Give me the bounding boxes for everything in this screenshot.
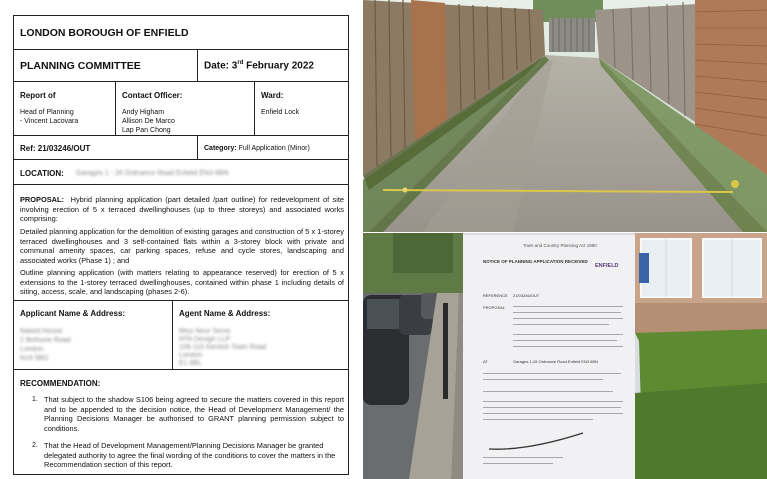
notice-text-line bbox=[513, 334, 623, 335]
meeting-date: Date: 3rd February 2022 bbox=[204, 60, 314, 72]
report-of-label: Report of bbox=[20, 91, 56, 100]
report-of-cell bbox=[13, 81, 116, 136]
recommendation-label: RECOMMENDATION: bbox=[20, 379, 101, 388]
notice-ref-value: 21/03246/OUT bbox=[513, 293, 540, 298]
application-ref: Ref: 21/03246/OUT bbox=[20, 144, 91, 153]
proposal-intro: PROPOSAL: Hybrid planning application (part detailed /part outline) for redevelopment of site involving erection of 5 x terraced dwellinghouses (up to three storeys) and associated works comprising: bbox=[20, 195, 344, 224]
agent-line: HTA Design LLP bbox=[179, 336, 231, 343]
notice-text-line bbox=[483, 407, 621, 408]
notice-title: NOTICE OF PLANNING APPLICATION RECEIVED bbox=[483, 259, 588, 264]
agent-line: Miss Nour Sinno bbox=[179, 328, 231, 335]
planning-committee-report bbox=[0, 0, 362, 479]
report-of-line1: Head of Planning bbox=[20, 109, 74, 116]
notice-ref-key: REFERENCE bbox=[483, 293, 508, 298]
notice-text-line bbox=[513, 346, 623, 347]
category-text: Category: Full Application (Minor) bbox=[204, 145, 310, 152]
street-notice-photo bbox=[363, 233, 767, 479]
notice-at-key: AT bbox=[483, 359, 488, 364]
report-of-line2: - Vincent Lacovara bbox=[20, 118, 79, 125]
council-name: LONDON BOROUGH OF ENFIELD bbox=[20, 27, 189, 39]
contact-officer-name: Andy Higham bbox=[122, 109, 165, 116]
applicant-line: 2 Bethune Road bbox=[20, 337, 71, 344]
planning-notice-sheet bbox=[463, 235, 635, 479]
notice-text-line bbox=[513, 340, 617, 341]
notice-text-line bbox=[483, 419, 593, 420]
notice-text-line bbox=[483, 379, 603, 380]
location-label: LOCATION: bbox=[20, 169, 64, 178]
alley-photo bbox=[363, 0, 767, 232]
applicant-line: London bbox=[20, 346, 44, 353]
applicant-line: N16 5BD bbox=[20, 355, 49, 362]
contact-officer-label: Contact Officer: bbox=[122, 91, 183, 100]
category-cell bbox=[197, 135, 349, 160]
council-header-cell bbox=[13, 15, 349, 50]
proposal-outline: Outline planning application (with matters relating to appearance reserved) for erection of 5 x extensions to the 1-storey terraced dwellinghouses, contained within phase 1 including details of siting, access, scale, and landscaping (phases 2-6). bbox=[20, 268, 344, 297]
agent-cell bbox=[172, 300, 349, 370]
recommendation-1: That subject to the shadow S106 being agreed to secure the matters covered in this report and to be appended to the decision notice, the Head of Development Management/ the Planning Decisions Manager be authorised to GRANT planning permission subject to conditions. bbox=[44, 395, 344, 433]
agent-line: London bbox=[179, 352, 203, 359]
contact-officer-cell bbox=[115, 81, 255, 136]
notice-text-line bbox=[513, 306, 623, 307]
ward-cell bbox=[254, 81, 349, 136]
contact-officer-name: Lap Pan Chong bbox=[122, 127, 171, 134]
committee-cell bbox=[13, 49, 198, 82]
proposal-detailed: Detailed planning application for the demolition of existing garages and construction of 5 x 1-storey terraced dwellinghouses and 3 self-contained flats within a 3-storey block with private and communal amenity spaces, car parking spaces, refuse and cycle stores, landscaping and associated works (Phase 1) ; and bbox=[20, 227, 344, 265]
agent-label: Agent Name & Address: bbox=[179, 309, 271, 318]
recommendation-2: That the Head of Development Management/Planning Decisions Manager be granted delegated authority to agree the final wording of the conditions to cover the matters in the Recommendation section of this report. bbox=[44, 441, 336, 470]
signature-swoosh bbox=[487, 431, 587, 453]
notice-text-line bbox=[483, 457, 563, 458]
location-cell bbox=[13, 159, 349, 185]
agent-line: E1 8BL bbox=[179, 360, 202, 367]
proposal-cell bbox=[13, 184, 349, 301]
notice-text-line bbox=[513, 318, 623, 319]
applicant-label: Applicant Name & Address: bbox=[20, 309, 126, 318]
notice-proposal-key: PROPOSAL bbox=[483, 305, 506, 310]
notice-text-line bbox=[483, 463, 553, 464]
applicant-line: Naked House bbox=[20, 328, 63, 335]
notice-header: Town and Country Planning Act 1990 bbox=[523, 243, 597, 248]
ward-label: Ward: bbox=[261, 91, 284, 100]
notice-text-line bbox=[483, 413, 623, 414]
applicant-cell bbox=[13, 300, 173, 370]
contact-officer-name: Allison De Marco bbox=[122, 118, 175, 125]
notice-text-line bbox=[483, 401, 623, 402]
notice-text-line bbox=[513, 312, 621, 313]
ward-value: Enfield Lock bbox=[261, 109, 300, 116]
notice-at-value: Garages 1-26 Ordnance Road Enfield EN3 6BN bbox=[513, 359, 598, 364]
location-value-redacted: Garages 1 - 26 Ordnance Road Enfield EN3 6BN bbox=[76, 170, 229, 177]
notice-text-line bbox=[483, 391, 613, 392]
agent-line: 106-110 Kentish Town Road bbox=[179, 344, 267, 351]
notice-text-line bbox=[483, 373, 621, 374]
date-cell bbox=[197, 49, 349, 82]
recommendation-cell bbox=[13, 369, 349, 475]
recommendation-number: 1. bbox=[32, 396, 38, 403]
alley-photo-image bbox=[363, 0, 767, 232]
committee-title: PLANNING COMMITTEE bbox=[20, 60, 141, 72]
ref-cell bbox=[13, 135, 198, 160]
notice-text-line bbox=[513, 324, 609, 325]
recommendation-number: 2. bbox=[32, 442, 38, 449]
enfield-logo: ENFIELD bbox=[595, 263, 619, 269]
